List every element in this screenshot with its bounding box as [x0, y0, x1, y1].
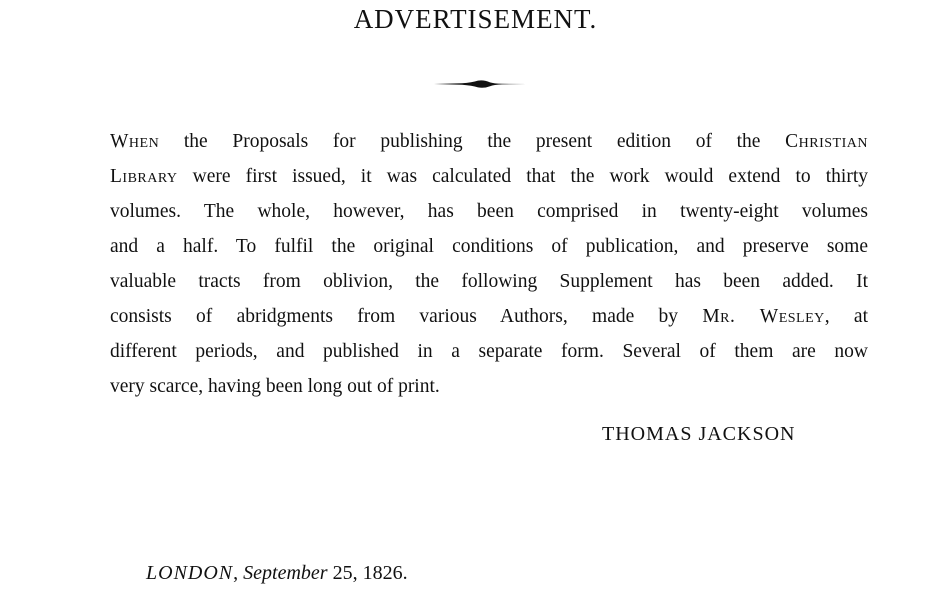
- dateline: [146, 562, 408, 585]
- paragraph-line-8: very scarce, having been long out of print.: [110, 376, 440, 397]
- ornament-divider-icon: [432, 76, 528, 92]
- dateline-separator: ,: [233, 562, 244, 584]
- christian-caps: Christian: [785, 131, 868, 152]
- advertisement-paragraph: [110, 124, 868, 404]
- paragraph-line-3: volumes. The whole, however, has been comprised in twenty-eight volumes: [110, 201, 868, 222]
- library-caps: Library: [110, 166, 178, 187]
- paragraph-line-2: Library were first issued, it was calculated that the work would extend to thirty: [110, 166, 868, 187]
- page-title: ADVERTISEMENT.: [353, 4, 598, 34]
- paragraph-line-5: valuable tracts from oblivion, the following Supplement has been added. It: [110, 271, 868, 292]
- paragraph-line-4: and a half. To fulfil the original conditions of publication, and preserve some: [110, 236, 868, 257]
- dateline-day-year: 25, 1826.: [327, 562, 408, 584]
- author-signature: THOMAS JACKSON: [602, 423, 796, 445]
- dateline-place: LONDON: [146, 562, 234, 584]
- paragraph-line-6: consists of abridgments from various Authors, made by Mr. Wesley, at: [110, 306, 868, 327]
- dateline-month: September: [243, 562, 328, 584]
- paragraph-line-1: When the Proposals for publishing the present edition of the Christian: [110, 131, 868, 152]
- wesley-caps: Mr. Wesley: [702, 306, 825, 327]
- paragraph-line-7: different periods, and published in a separate form. Several of them are now: [110, 341, 868, 362]
- dropcap-word: When: [110, 131, 160, 152]
